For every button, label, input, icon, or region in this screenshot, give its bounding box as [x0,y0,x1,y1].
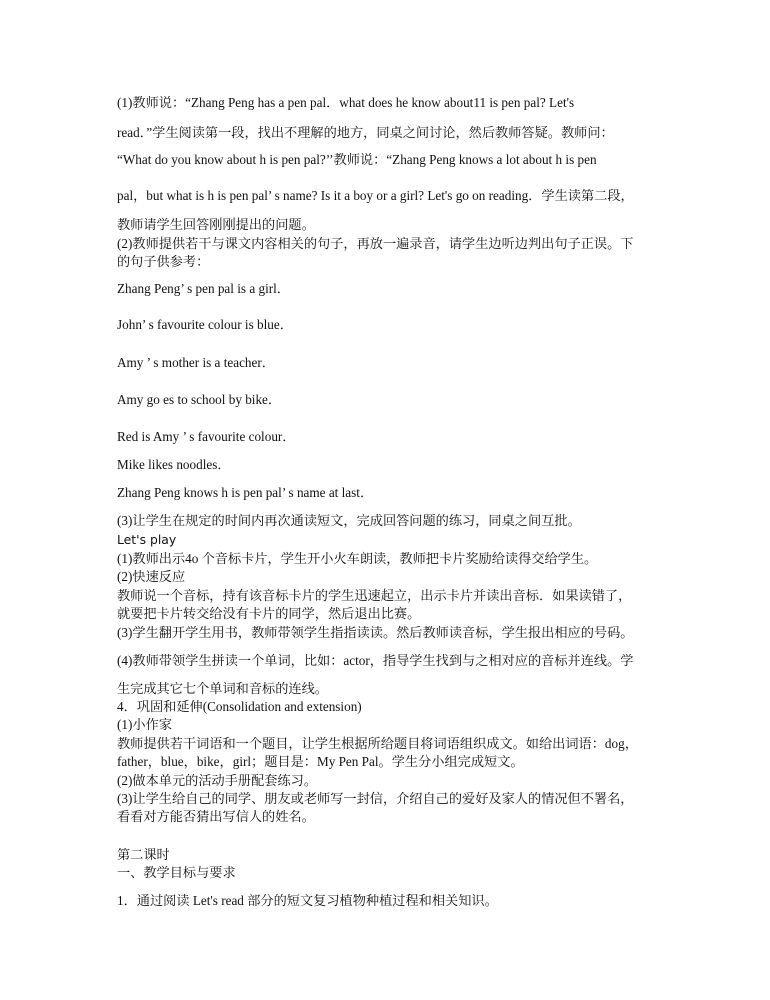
paragraph-line-8: (3)让学生在规定的时间内再次通读短文，完成回答问题的练习，同桌之间互批。 [117,513,581,528]
paragraph-line-7: 的句子供参考： [117,254,210,269]
paragraph-line-15: 生完成其它七个单词和音标的连线。 [117,681,328,696]
paragraph-line-4: pal，but what is h is pen pal’ s name? Is it a boy or a girl? Let's go on reading．学生读第二段， [117,188,634,203]
paragraph-line-19: (2)做本单元的活动手册配套练习。 [117,773,318,788]
paragraph-line-11: 教师说一个音标，持有该音标卡片的学生迅速起立，出示卡片并读出音标．如果读错了， [117,588,632,603]
paragraph-line-22: 1．通过阅读 Let's read 部分的短文复习植物种植过程和相关知识。 [117,893,498,908]
paragraph-line-14: (4)教师带领学生拼读一个单词，比如：actor，指导学生找到与之相对应的音标并连线。学 [117,653,634,668]
example-sentence-7: Zhang Peng knows h is pen pal’ s name at last． [117,485,374,500]
paragraph-line-5: 教师请学生回答刚刚提出的问题。 [117,217,315,232]
paragraph-line-18: father，blue，bike，girl；题目是：My Pen Pal。学生分小组完成短文。 [117,754,524,769]
paragraph-line-9: (1)教师出示4o 个音标卡片，学生开小火车朗读，教师把卡片奖励给读得交给学生。 [117,551,598,566]
section-heading-lets-play: Let's play [117,532,177,547]
paragraph-line-12: 就要把卡片转交给没有卡片的同学，然后退出比赛。 [117,606,421,621]
paragraph-line-21: 看看对方能否猜出写信人的姓名。 [117,809,315,824]
example-sentence-3: Amy ’ s mother is a teacher． [117,355,275,370]
lesson-heading: 第二课时 [117,847,170,862]
example-sentence-2: John’ s favourite colour is blue． [117,317,293,332]
example-sentence-4: Amy go es to school by bike． [117,392,282,407]
paragraph-line-17: 教师提供若干词语和一个题目，让学生根据所给题目将词语组织成文。如给出词语：dog， [117,736,638,751]
paragraph-line-13: (3)学生翻开学生用书，教师带领学生指指读读。然后教师读音标，学生报出相应的号码。 [117,625,634,640]
paragraph-line-3: “What do you know about h is pen pal?’’教师说：“Zhang Peng knows a lot about h is pen [117,152,597,167]
example-sentence-1: Zhang Peng’ s pen pal is a girl． [117,281,290,296]
paragraph-line-1: (1)教师说：“Zhang Peng has a pen pal．what does he know about11 is pen pal? Let's [117,95,575,110]
paragraph-line-6: (2)教师提供若干与课文内容相关的句子，再放一遍录音，请学生边听边判出句子正误。下 [117,236,634,251]
example-sentence-5: Red is Amy ’ s favourite colour． [117,429,296,444]
section-heading-objectives: 一、教学目标与要求 [117,865,236,880]
paragraph-line-2: read．”学生阅读第一段，找出不理解的地方，同桌之间讨论，然后教师答疑。教师问： [117,125,614,140]
section-heading-consolidation: 4．巩固和延伸(Consolidation and extension) [117,699,362,714]
example-sentence-6: Mike likes noodles． [117,457,231,472]
paragraph-line-20: (3)让学生给自己的同学、朋友或老师写一封信，介绍自己的爱好及家人的情况但不署名， [117,791,634,806]
paragraph-line-10: (2)快速反应 [117,569,186,584]
paragraph-line-16: (1)小作家 [117,717,172,732]
